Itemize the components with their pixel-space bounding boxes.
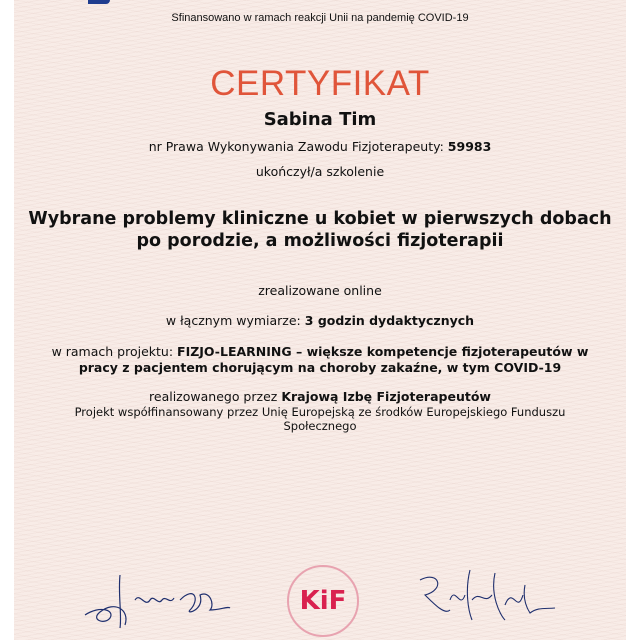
organizer-name: Krajową Izbę Fizjoterapeutów bbox=[281, 389, 491, 404]
completed-text: ukończył/a szkolenie bbox=[255, 164, 385, 179]
signature-right bbox=[410, 565, 560, 630]
hours-label: w łącznym wymiarze: bbox=[165, 313, 301, 328]
funding-note: Sfinansowano w ramach reakcji Unii na pandemię COVID-19 bbox=[171, 12, 469, 24]
recipient-name: Sabina Tim bbox=[263, 109, 377, 130]
kif-seal bbox=[287, 565, 359, 637]
cofinance-line1: Projekt współfinansowany przez Unię Europejską ze środków Europejskiego Funduszu bbox=[74, 405, 566, 419]
signature-left bbox=[80, 570, 240, 630]
license-line bbox=[0, 139, 640, 154]
license-number: 59983 bbox=[447, 139, 492, 154]
certificate-title: CERTYFIKAT bbox=[210, 64, 430, 103]
organizer-label: realizowanego przez bbox=[149, 389, 278, 404]
project-line1 bbox=[0, 344, 640, 359]
hours-value: 3 godzin dydaktycznych bbox=[304, 313, 475, 328]
project-name-line2: pracy z pacjentem chorującym na choroby zakaźne, w tym COVID-19 bbox=[78, 360, 562, 375]
organizer-line bbox=[0, 389, 640, 404]
cofinance-line2: Społecznego bbox=[283, 419, 357, 433]
project-label: w ramach projektu: bbox=[51, 344, 174, 359]
course-title-line2: po porodzie, a możliwości fizjoterapii bbox=[136, 231, 504, 251]
hours-line bbox=[0, 313, 640, 328]
course-title-line1: Wybrane problemy kliniczne u kobiet w pierwszych dobach bbox=[28, 209, 612, 229]
kif-logo: KiF bbox=[299, 586, 347, 616]
eu-logo-fragment bbox=[88, 0, 110, 4]
mode-text: zrealizowane online bbox=[258, 283, 382, 298]
license-label: nr Prawa Wykonywania Zawodu Fizjoterapeuty: bbox=[148, 139, 444, 154]
project-name-line1: FIZJO-LEARNING – większe kompetencje fizjoterapeutów w bbox=[177, 344, 589, 359]
